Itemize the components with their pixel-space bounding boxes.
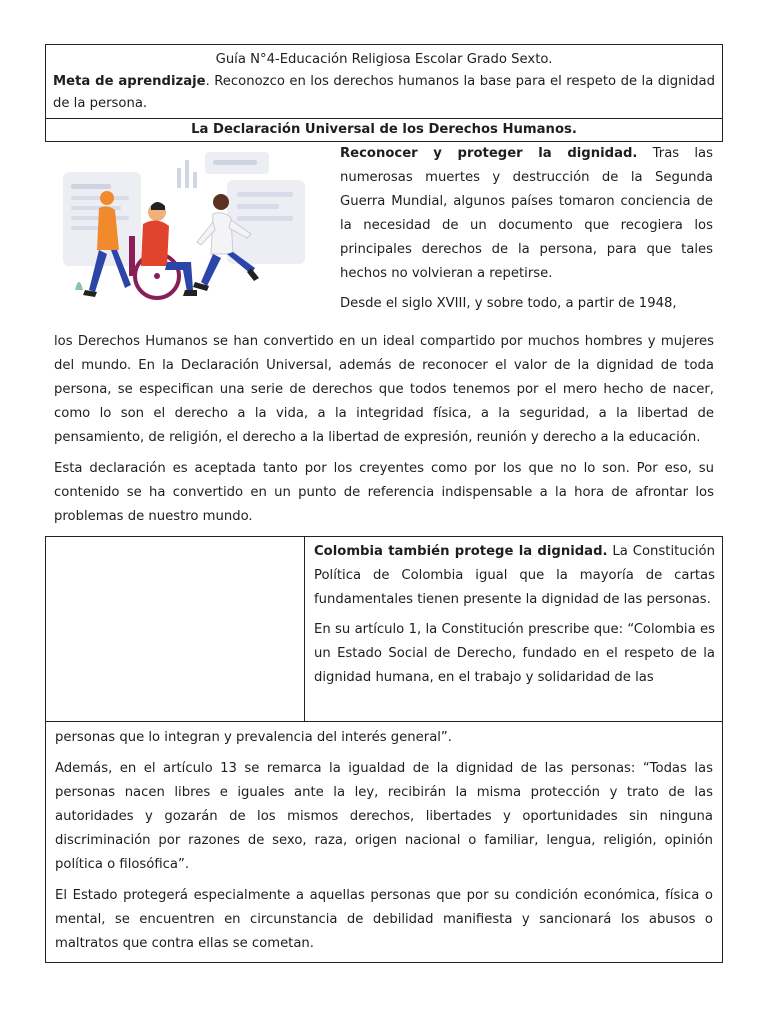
intro-lead: Reconocer y proteger la dignidad.	[340, 146, 638, 161]
colombia-text	[305, 537, 722, 721]
article-13-paragraph: Además, en el artículo 13 se remarca la igualdad de la dignidad de las personas: “Todas las personas nacen libres e iguales ante la ley, recibirán la misma protección y trato de las autoridades y gozarán de los mismos derechos, libertades y oportunidades sin ninguna discriminación por razones de sexo, raza, origen nacional o familiar, lengua, religión, opinión política o filosófica”.	[55, 761, 713, 872]
intro-p1-text: Tras las numerosas muertes y destrucción de la Segunda Guerra Mundial, algunos países tomaron conciencia de la necesidad de un documento que recogiera los principales derechos de la persona, para que tales hechos no volvieran a repetirse.	[340, 146, 713, 281]
colombia-paragraph-1	[314, 540, 715, 612]
intro-paragraph-1	[340, 142, 713, 286]
colombia-lead: Colombia también protege la dignidad.	[314, 544, 608, 559]
header-box	[45, 44, 723, 119]
document-page	[45, 44, 723, 963]
learning-goal-label: Meta de aprendizaje	[53, 74, 206, 89]
guide-title: Guía N°4-Educación Religiosa Escolar Grado Sexto.	[215, 52, 553, 67]
people-wheelchair-illustration	[55, 150, 315, 316]
colombia-paragraph-2: En su artículo 1, la Constitución prescribe que: “Colombia es un Estado Social de Derecho, fundado en el respeto de la dignidad humana, en el trabajo y solidaridad de las	[314, 622, 715, 685]
body-paragraph-2-continued: los Derechos Humanos se han convertido en un ideal compartido por muchos hombres y mujeres del mundo. En la Declaración Universal, además de reconocer el valor de la dignidad de toda persona, se especifican una serie de derechos que todos tenemos por el mero hecho de nacer, como lo son el derecho a la vida, a la integridad física, a la seguridad, a la libertad de pensamiento, de religión, el derecho a la libertad de expresión, reunión y derecho a la educación.	[54, 334, 714, 445]
intro-paragraph-2: Desde el siglo XVIII, y sobre todo, a partir de 1948,	[340, 296, 677, 311]
lower-box	[45, 722, 723, 963]
lower-paragraph-continued: personas que lo integran y prevalencia del interés general”.	[55, 730, 452, 745]
empty-cell	[46, 537, 305, 721]
learning-goal-text: . Reconozco en los derechos humanos la base para el respeto de la dignidad de la persona.	[53, 74, 715, 111]
colombia-p1-text: La Constitución Política de Colombia igual que la mayoría de cartas fundamentales tienen presente la dignidad de las personas.	[314, 544, 715, 607]
section-title: La Declaración Universal de los Derechos Humanos.	[45, 119, 723, 142]
body-paragraph-3: Esta declaración es aceptada tanto por los creyentes como por los que no lo son. Por eso, su contenido se ha convertido en un punto de referencia indispensable a la hora de afrontar los problemas de nuestro mundo.	[54, 461, 714, 524]
intro-text	[340, 142, 713, 322]
learning-goal	[53, 71, 715, 115]
colombia-box	[45, 536, 723, 722]
intro-block	[45, 142, 723, 330]
state-protection-paragraph: El Estado protegerá especialmente a aquellas personas que por su condición económica, física o mental, se encuentren en circunstancia de debilidad manifiesta y sancionará los abusos o maltratos que contra ellas se cometan.	[55, 888, 713, 951]
